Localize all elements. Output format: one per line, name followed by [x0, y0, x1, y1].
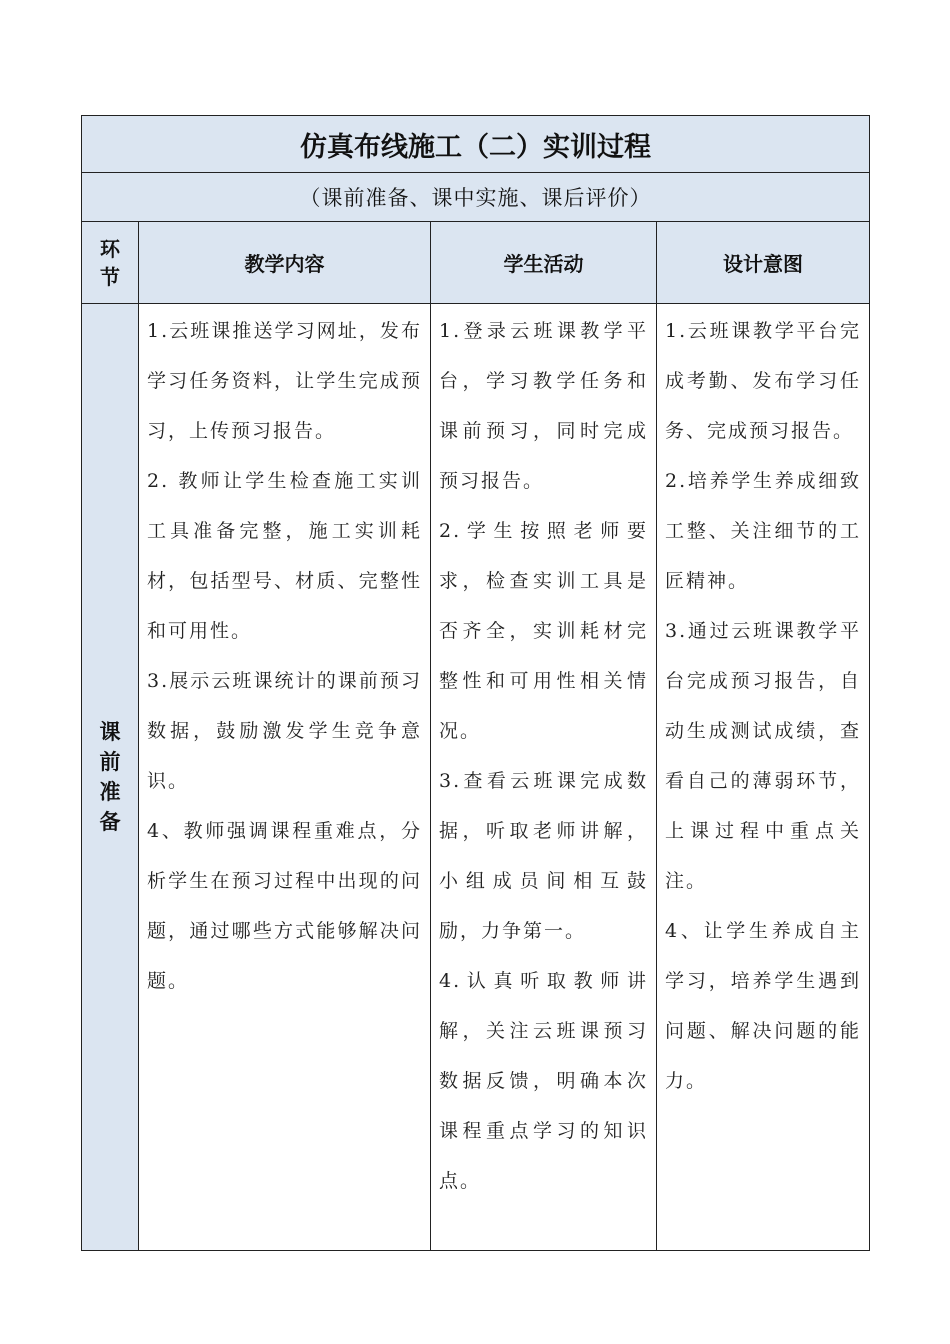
teaching-content-item: 3.展示云班课统计的课前预习数据，鼓励激发学生竞争意识。 — [147, 670, 422, 792]
student-activity-cell — [431, 304, 657, 1251]
header-stage-label: 环节 — [100, 236, 120, 289]
teaching-content-cell — [139, 304, 431, 1251]
teaching-content-item: 2. 教师让学生检查施工实训工具准备完整，施工实训耗材，包括型号、材质、完整性和可用性。 — [147, 470, 422, 642]
design-intent-item: 4、让学生养成自主学习，培养学生遇到问题、解决问题的能力。 — [665, 920, 861, 1092]
header-content: 教学内容 — [139, 222, 431, 304]
design-intent-item: 2.培养学生养成细致工整、关注细节的工匠精神。 — [665, 470, 861, 592]
header-stage — [82, 222, 139, 304]
design-intent-item: 1.云班课教学平台完成考勤、发布学习任务、完成预习报告。 — [665, 320, 861, 442]
student-activity-item: 2.学生按照老师要求，检查实训工具是否齐全，实训耗材完整性和可用性相关情况。 — [439, 520, 648, 742]
stage-label: 课前准备 — [99, 720, 121, 834]
lesson-plan-table — [81, 115, 870, 1251]
design-intent-item: 3.通过云班课教学平台完成预习报告，自动生成测试成绩，查看自己的薄弱环节，上课过程中重点关注。 — [665, 620, 861, 892]
teaching-content-item: 1.云班课推送学习网址，发布学习任务资料，让学生完成预习，上传预习报告。 — [147, 320, 422, 442]
student-activity-item: 4.认真听取教师讲解，关注云班课预习数据反馈，明确本次课程重点学习的知识点。 — [439, 970, 648, 1192]
teaching-content-item: 4、教师强调课程重难点，分析学生在预习过程中出现的问题，通过哪些方式能够解决问题。 — [147, 820, 422, 992]
table-title: 仿真布线施工（二）实训过程 — [82, 116, 870, 173]
student-activity-item: 1.登录云班课教学平台，学习教学任务和课前预习，同时完成预习报告。 — [439, 320, 648, 492]
header-intent: 设计意图 — [657, 222, 870, 304]
table-subtitle: （课前准备、课中实施、课后评价） — [82, 173, 870, 222]
student-activity-item: 3.查看云班课完成数据，听取老师讲解，小组成员间相互鼓励，力争第一。 — [439, 770, 648, 942]
stage-cell — [82, 304, 139, 1251]
header-activity: 学生活动 — [431, 222, 657, 304]
design-intent-cell — [657, 304, 870, 1251]
